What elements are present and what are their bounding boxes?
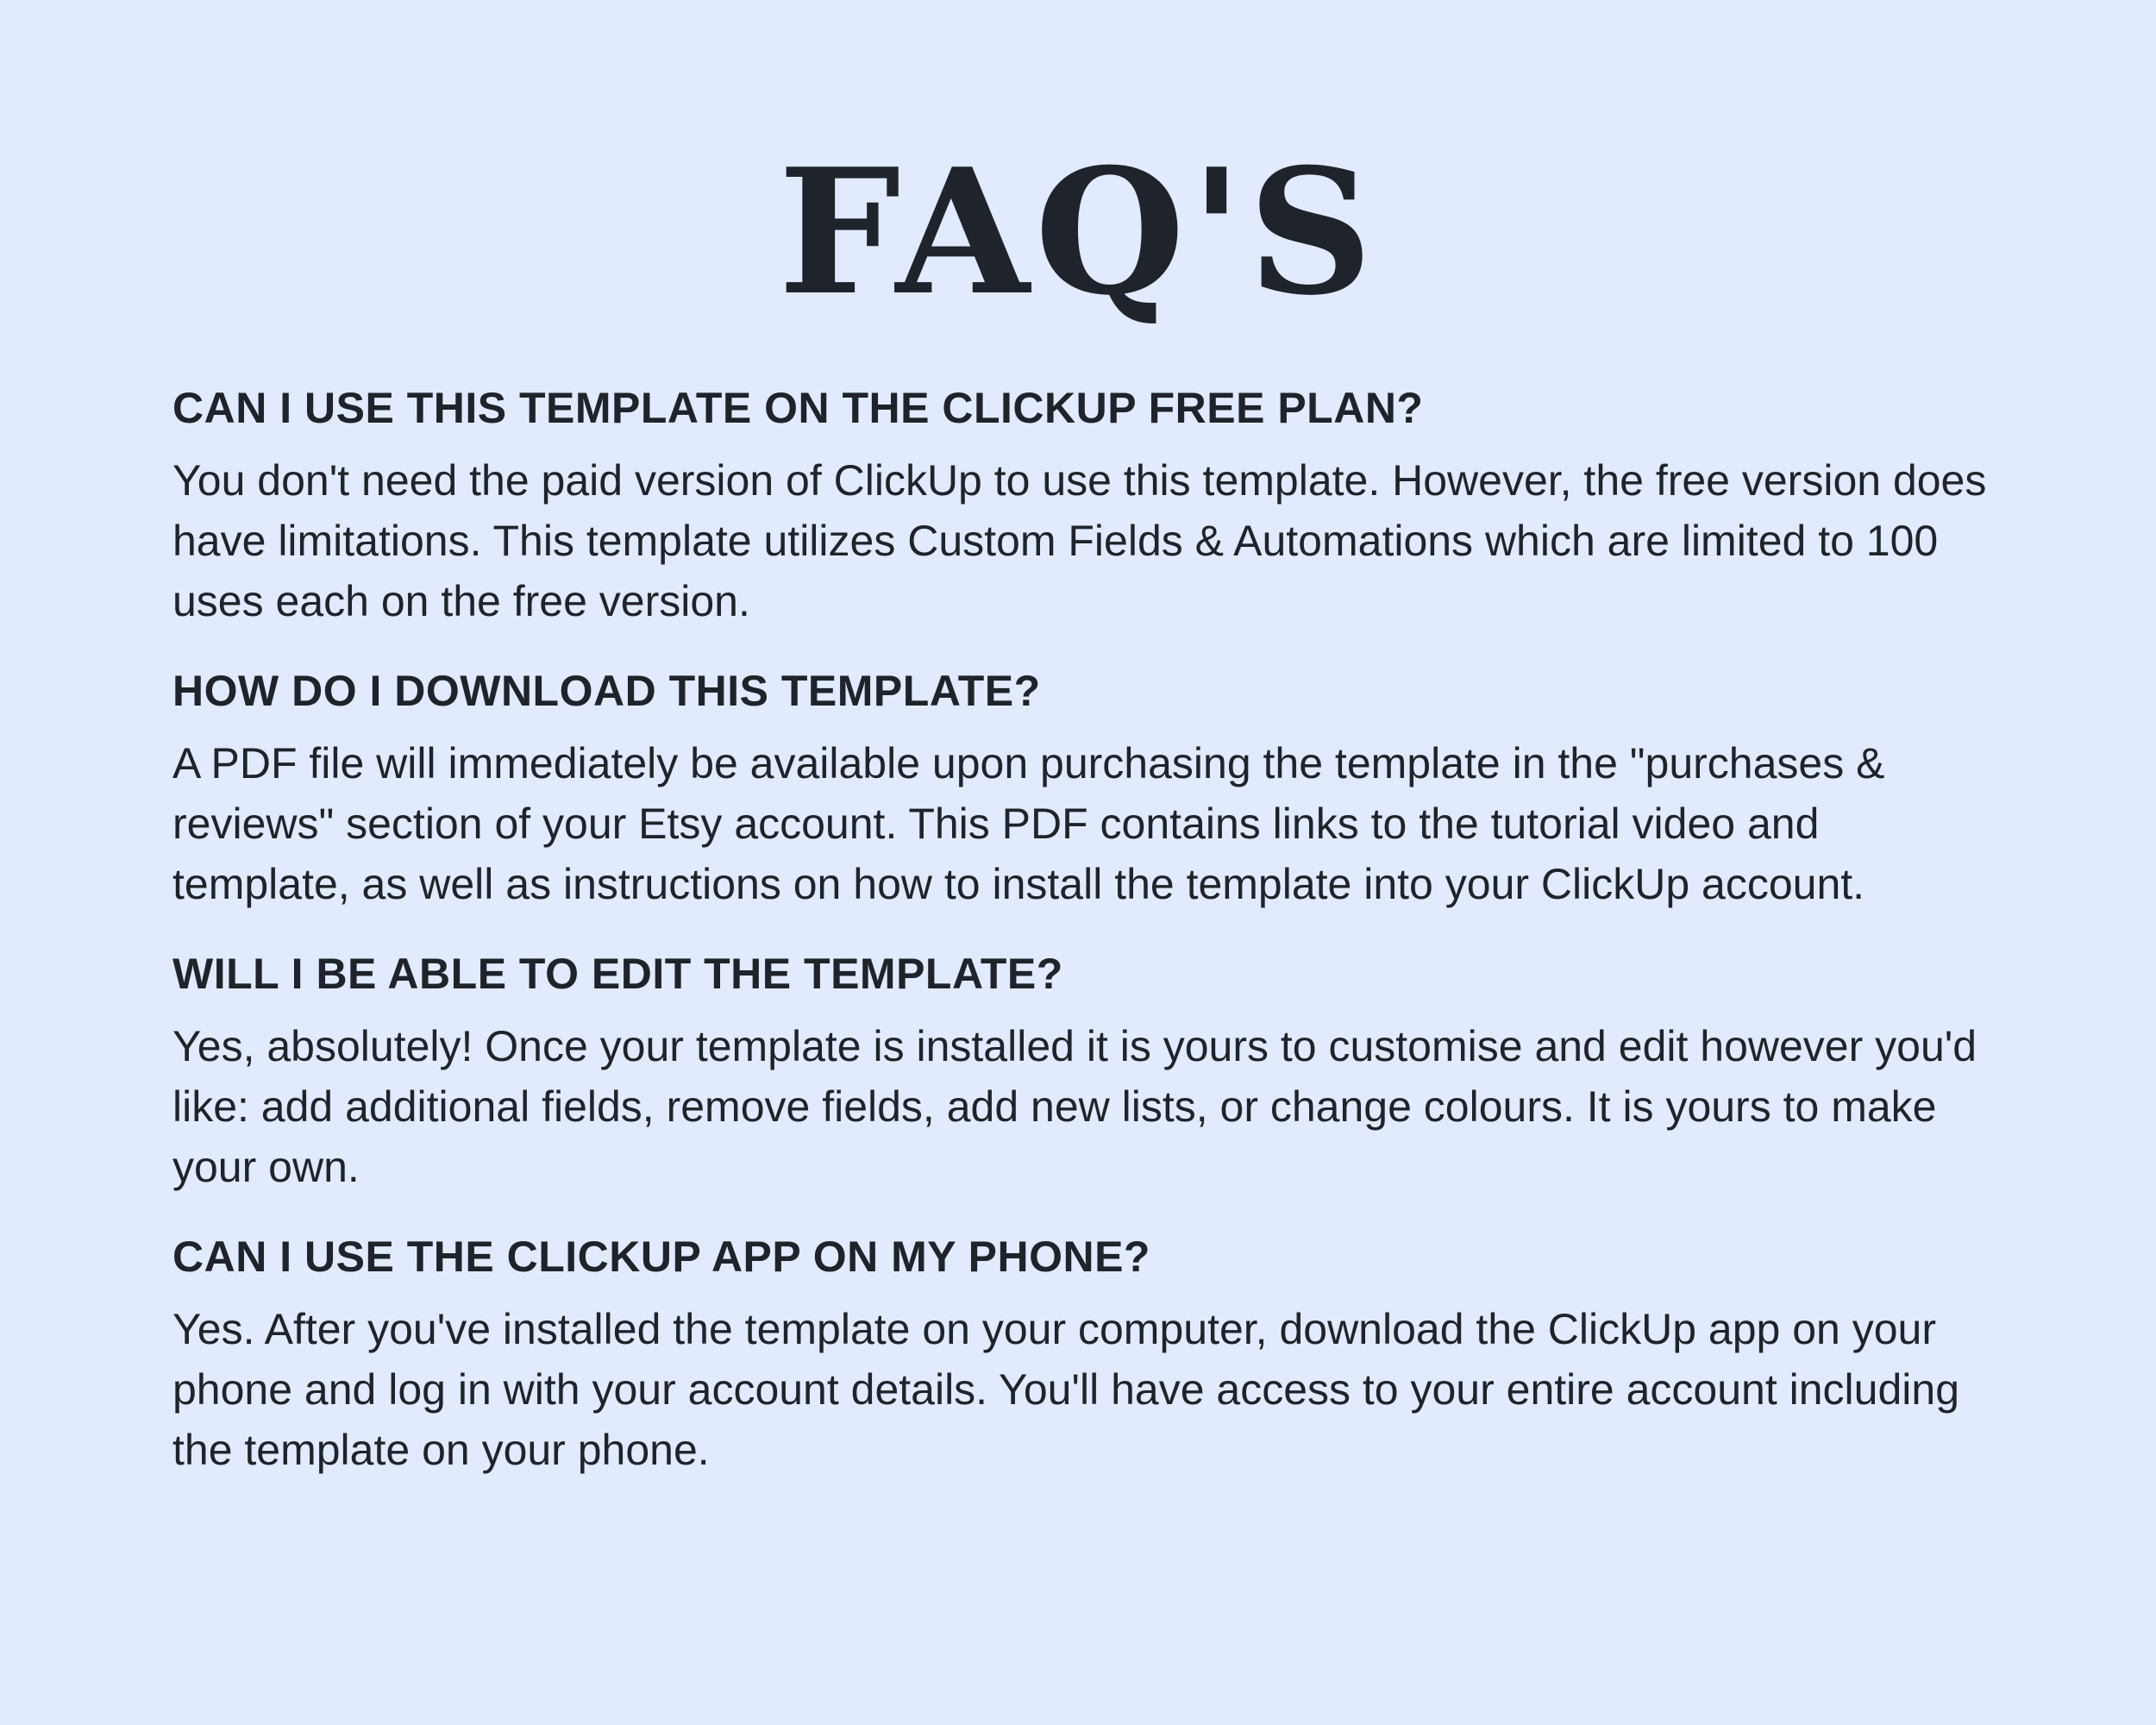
faq-answer: Yes. After you've installed the template on your computer, download the ClickUp app on your phone and log in with your account details. You'll have access to your entire account including the template on your phone. — [172, 1305, 1959, 1474]
faq-item-free-plan — [172, 378, 2001, 631]
faq-question: CAN I USE THIS TEMPLATE ON THE CLICKUP FREE PLAN? — [172, 384, 1424, 432]
faq-list — [172, 378, 2001, 1480]
faq-answer: You don't need the paid version of ClickUp to use this template. However, the free version does have limitations. This template utilizes Custom Fields & Automations which are limited to 100 uses each on the free version. — [172, 456, 1987, 625]
faq-answer: Yes, absolutely! Once your template is installed it is yours to customise and edit however you'd like: add additional fields, remove fields, add new lists, or change colours. It is yours to make your own. — [172, 1022, 1977, 1191]
faq-answer: A PDF file will immediately be available upon purchasing the template in the "purchases & reviews" section of your Etsy account. This PDF contains links to the tutorial video and template, as well as instructions on how to install the template into your ClickUp account. — [172, 739, 1885, 908]
faq-question: HOW DO I DOWNLOAD THIS TEMPLATE? — [172, 667, 1041, 715]
page-title: FAQ'S — [778, 131, 1378, 334]
faq-item-download — [172, 661, 2001, 914]
faq-question: CAN I USE THE CLICKUP APP ON MY PHONE? — [172, 1233, 1150, 1281]
faq-item-edit — [172, 944, 2001, 1197]
faq-item-phone-app — [172, 1226, 2001, 1480]
faq-question: WILL I BE ABLE TO EDIT THE TEMPLATE? — [172, 950, 1063, 998]
